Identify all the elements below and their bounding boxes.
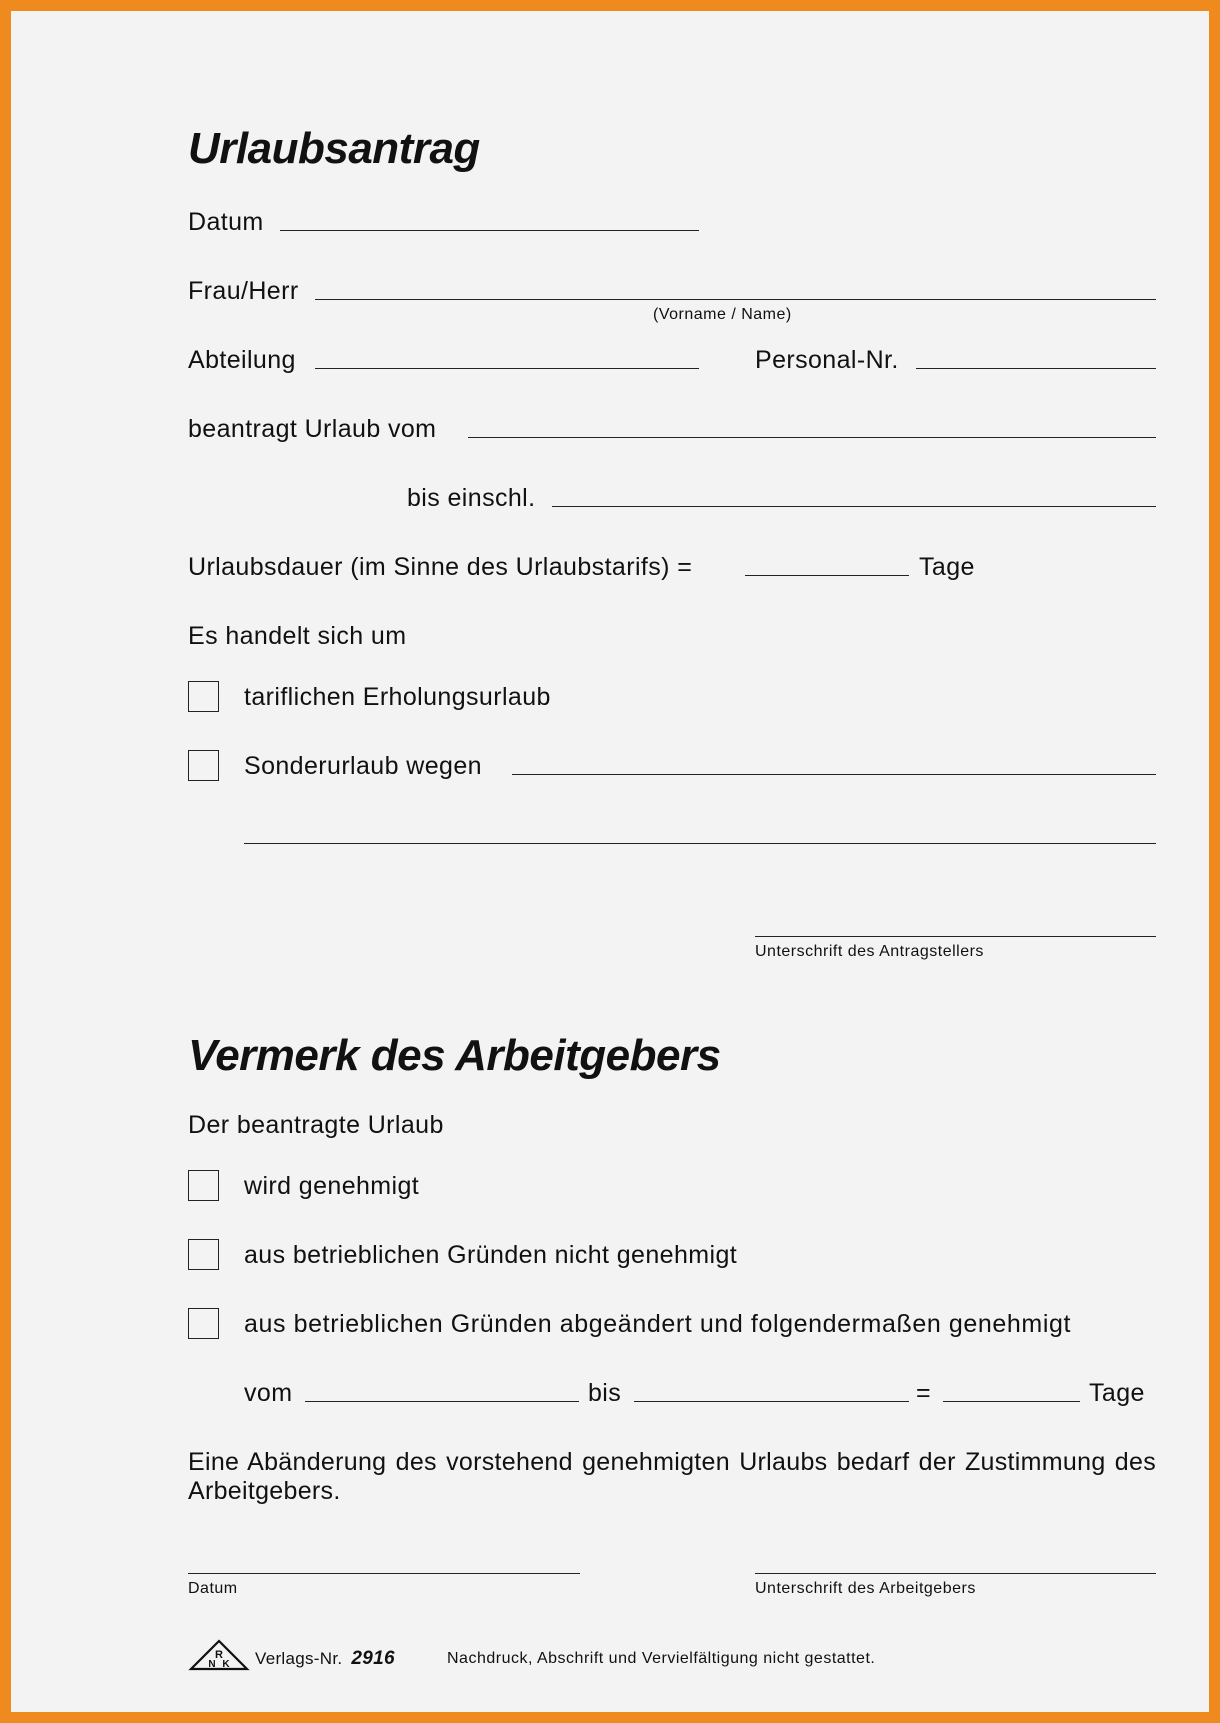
publisher-logo-k: K (222, 1659, 230, 1670)
datum-field[interactable] (280, 230, 699, 231)
abteilung-label: Abteilung (188, 346, 296, 374)
publisher-logo-n: N (208, 1659, 216, 1670)
erholungsurlaub-label: tariflichen Erholungsurlaub (244, 683, 551, 711)
modified-bis-field[interactable] (634, 1401, 909, 1402)
verlags-info (255, 1648, 395, 1670)
sonderurlaub-reason-field[interactable] (512, 774, 1156, 775)
modified-label: aus betrieblichen Gründen abgeändert und folgendermaßen genehmigt (244, 1310, 1072, 1338)
publisher-logo-r: R (215, 1649, 223, 1661)
urlaubsdauer-label: Urlaubsdauer (im Sinne des Urlaubstarifs) = (188, 553, 693, 581)
sonderurlaub-label: Sonderurlaub wegen (244, 752, 482, 780)
modified-tage-label: Tage (1089, 1379, 1145, 1407)
form-title: Urlaubsantrag (188, 124, 480, 173)
bis-einschl-field[interactable] (552, 506, 1156, 507)
applicant-signature-label: Unterschrift des Antragstellers (755, 943, 984, 960)
modified-checkbox[interactable] (188, 1308, 219, 1339)
name-hint: (Vorname / Name) (653, 306, 792, 323)
modified-vom-label: vom (244, 1379, 293, 1407)
employer-signature-label: Unterschrift des Arbeitgebers (755, 1580, 976, 1597)
sonderurlaub-reason-field-2[interactable] (244, 843, 1156, 844)
frau-herr-label: Frau/Herr (188, 277, 299, 305)
employer-signature-line[interactable] (755, 1573, 1156, 1574)
sonderurlaub-checkbox[interactable] (188, 750, 219, 781)
approved-checkbox[interactable] (188, 1170, 219, 1201)
employer-intro: Der beantragte Urlaub (188, 1111, 444, 1139)
copyright-notice: Nachdruck, Abschrift und Vervielfältigung nicht gestattet. (447, 1650, 876, 1667)
applicant-signature-line[interactable] (755, 936, 1156, 937)
modified-vom-field[interactable] (305, 1401, 579, 1402)
personal-nr-field[interactable] (916, 368, 1156, 369)
verlags-number: 2916 (351, 1648, 395, 1669)
modified-equals-sign: = (916, 1379, 931, 1407)
employer-datum-line[interactable] (188, 1573, 580, 1574)
datum-label: Datum (188, 208, 264, 236)
name-field[interactable] (315, 299, 1156, 300)
erholungsurlaub-checkbox[interactable] (188, 681, 219, 712)
urlaubsdauer-field[interactable] (745, 575, 909, 576)
denied-label: aus betrieblichen Gründen nicht genehmigt (244, 1241, 738, 1269)
es-handelt-label: Es handelt sich um (188, 622, 407, 650)
denied-checkbox[interactable] (188, 1239, 219, 1270)
urlaub-vom-field[interactable] (468, 437, 1156, 438)
modification-notice: Eine Abänderung des vorstehend genehmigten Urlaubs bedarf der Zustimmung des Arbeitgebers. (188, 1448, 1156, 1505)
approved-label: wird genehmigt (244, 1172, 420, 1200)
employer-datum-label: Datum (188, 1580, 238, 1597)
modified-tage-field[interactable] (943, 1401, 1080, 1402)
verlags-label: Verlags-Nr. (255, 1649, 343, 1668)
urlaub-vom-label: beantragt Urlaub vom (188, 415, 437, 443)
abteilung-field[interactable] (315, 368, 699, 369)
tage-label: Tage (919, 553, 975, 581)
personal-nr-label: Personal-Nr. (755, 346, 899, 374)
employer-section-title: Vermerk des Arbeitgebers (188, 1031, 721, 1080)
modified-bis-label: bis (588, 1379, 622, 1407)
bis-einschl-label: bis einschl. (407, 484, 536, 512)
publisher-logo (188, 1639, 250, 1671)
